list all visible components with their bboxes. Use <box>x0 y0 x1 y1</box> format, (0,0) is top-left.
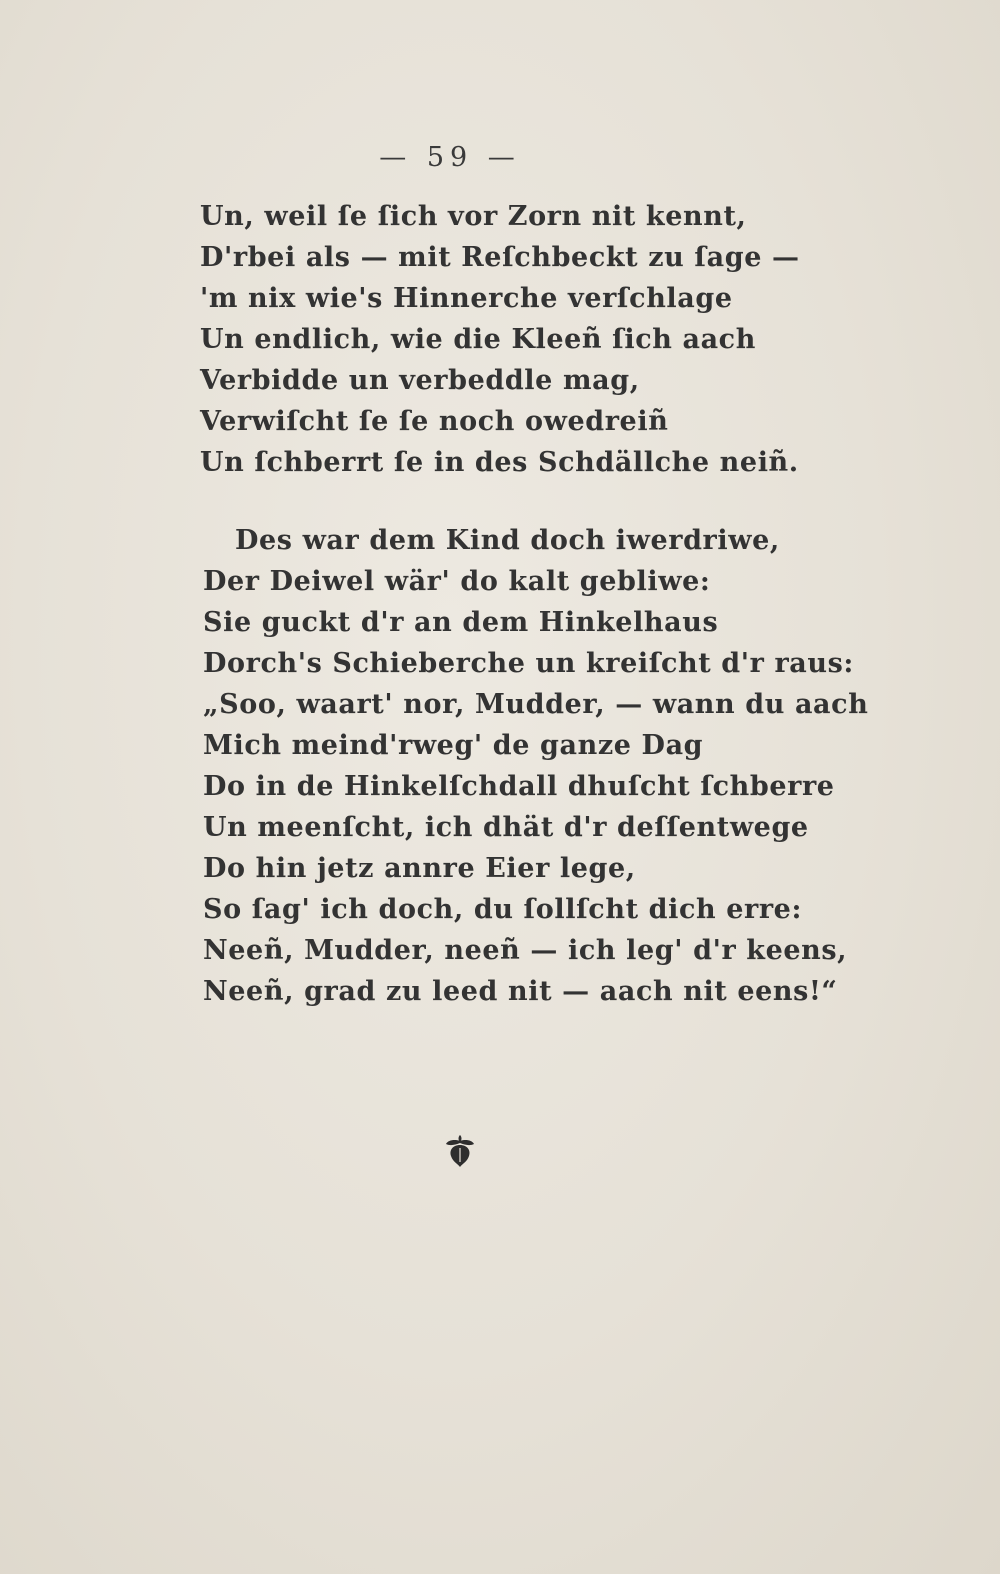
stanza-1 <box>200 196 800 483</box>
verse-line: Sie guckt d'r an dem Hinkelhaus <box>203 607 719 638</box>
verse-line: Un endlich, wie die Kleeñ ſich aach <box>200 324 756 355</box>
verse-line: Neeñ, grad zu leed nit — aach nit eens!“ <box>203 976 838 1007</box>
verse-line: „Soo, waart' nor, Mudder, — wann du aach <box>203 689 869 720</box>
verse-line: Dorch's Schieberche un kreiſcht d'r raus: <box>203 648 854 679</box>
verse-line: 'm nix wie's Hinnerche verſchlage <box>200 283 733 314</box>
verse-line: Neeñ, Mudder, neeñ — ich leg' d'r keens, <box>203 935 848 966</box>
verse-line: So ſag' ich doch, du ſollſcht dich erre: <box>203 894 803 925</box>
page-number: — 59 — <box>379 142 521 173</box>
verse-line: Do hin jetz annre Eier lege, <box>203 853 636 884</box>
stanza-2 <box>203 520 869 1012</box>
verse-line: Un ſchberrt ſe in des Schdällche neiñ. <box>200 447 799 478</box>
verse-line: Der Deiwel wär' do kalt gebliwe: <box>203 566 711 597</box>
verse-line: D'rbei als — mit Reſchbeckt zu ſage — <box>200 242 800 273</box>
verse-line: Un, weil ſe ſich vor Zorn nit kennt, <box>200 201 747 232</box>
verse-line: Do in de Hinkelſchdall dhuſcht ſchberre <box>203 771 835 802</box>
verse-line: Verbidde un verbeddle mag, <box>200 365 640 396</box>
verse-line: Mich meind'rweg' de ganze Dag <box>203 730 704 761</box>
verse-line: Un meenſcht, ich dhät d'r deſſentwege <box>203 812 809 843</box>
leaf-ornament-icon <box>443 1133 477 1169</box>
verse-line: Verwiſcht ſe ſe noch owedreiñ <box>200 406 669 437</box>
verse-line: Des war dem Kind doch iwerdriwe, <box>235 525 780 556</box>
